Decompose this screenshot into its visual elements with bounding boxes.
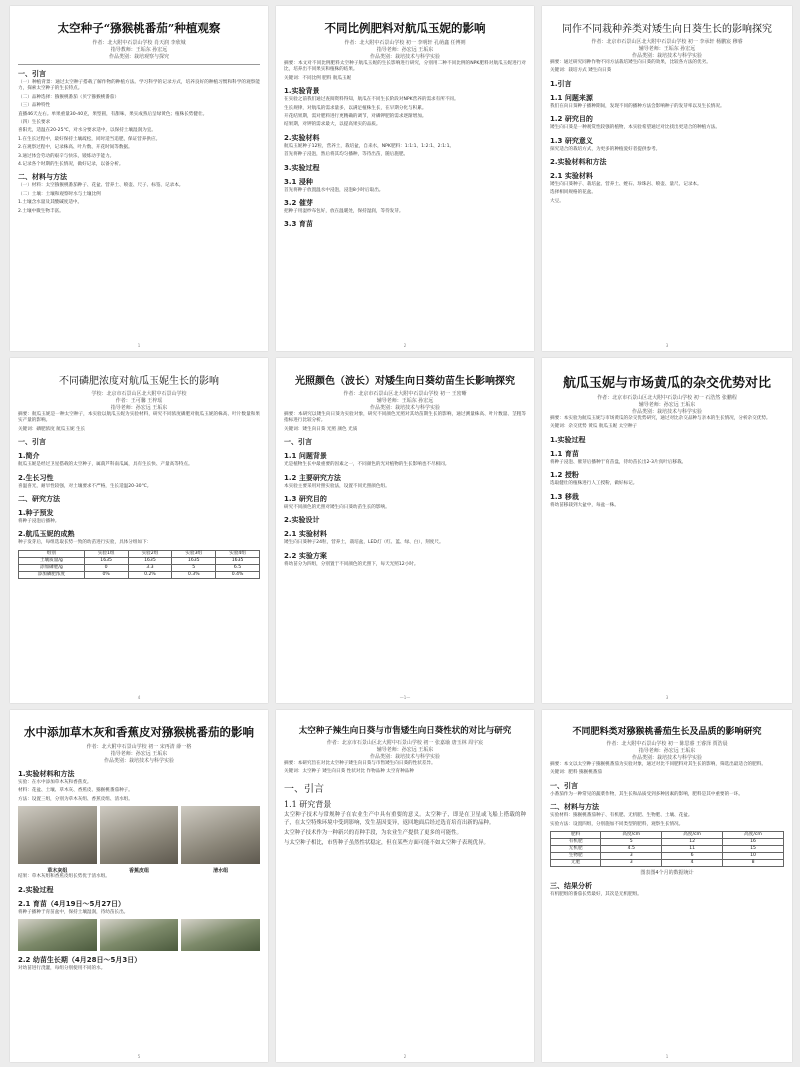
- subsection-heading: 1.1 育苗: [550, 449, 579, 458]
- section-heading: 一、引言: [284, 438, 312, 447]
- photo-caption: 草木灰组: [47, 868, 68, 875]
- plant-photo: [181, 919, 260, 951]
- table-header: 实验4组: [216, 550, 260, 557]
- paragraph: （三）品种特性: [18, 103, 51, 109]
- page-title: 不同比例肥料对航瓜玉妮的影响: [324, 21, 486, 35]
- paragraph: 1.在生长过程中，最好保持土壤疏松，同时适当追肥，保证营养供应。: [18, 136, 161, 142]
- author-line: 作者：北大附中石景山学校 肖天润 李欣城: [92, 40, 186, 46]
- plant-photo: [18, 919, 97, 951]
- paragraph: 选择相同规格的花盆。: [550, 190, 596, 196]
- table-cell: 0: [84, 564, 128, 571]
- table-cell: 添加磷肥/g: [19, 564, 85, 571]
- section-heading: 二、材料与方法: [18, 173, 67, 182]
- section-heading: 2.实验材料和方法: [550, 158, 607, 167]
- paragraph: 航瓜玉妮种子12粒，营养土，栽培盆，自来水，NPK肥料：1:1:1、1:2:1、2:1:1。: [284, 143, 455, 149]
- document-page-6: [542, 358, 792, 703]
- data-table: [18, 550, 260, 579]
- paragraph: 4.记录各个时期的生长情况，做好记录，以备分析。: [18, 162, 124, 168]
- table-header: 实验1组: [84, 550, 128, 557]
- table-cell: 生物肥: [551, 853, 601, 860]
- paragraph: 太空种子技术作为一种新兴的育种手段，为农业生产提供了更多的可能性。: [284, 829, 462, 836]
- page-title: 光照颜色（波长）对矮生向日葵幼苗生长影响探究: [295, 376, 515, 387]
- section-heading: 1.实验背景: [284, 87, 320, 96]
- table-cell: 添加磷肥浓度: [19, 571, 85, 578]
- paragraph: 材料：花盆、土壤、草木灰、香蕉皮、猕猴桃番茄种子。: [18, 788, 133, 794]
- subsection-heading: 1.2 授粉: [550, 471, 579, 480]
- advisor-line: 指导老师：孙宏远 王垢东: [376, 47, 434, 53]
- subsection-heading: 2.1 育苗（4月19日～5月27日）: [18, 899, 126, 908]
- table-cell: 6: [662, 853, 723, 860]
- table-cell: 无机肥: [551, 846, 601, 853]
- paragraph: 太空种子技术与常规种子在农业生产中具有重要的意义。太空种子，即是在卫星或飞船上搭载的种子，在太空特殊环境中受到影响，发生基因变异，返回地面后经过选育培育出新的品种。: [284, 811, 526, 826]
- subsection-heading: 2.1 实验材料: [550, 172, 593, 181]
- table-cell: 3.3: [128, 564, 172, 571]
- paragraph: 实验：在水中添加草木灰和香蕉皮。: [18, 780, 92, 785]
- page-number: 4: [137, 695, 141, 700]
- advisor-line: 辅导老师：孙宏远 王垢东: [376, 747, 434, 753]
- category-line: 作品类别：栽培技术与科学实验: [631, 53, 702, 59]
- keywords: 关键词：不同比例 肥料 航瓜玉妮: [284, 75, 352, 81]
- paragraph: 光是植物生长中最重要的因素之一，不同颜色的光对植物的生长影响也不尽相同。: [284, 462, 450, 468]
- page-title: 同作不同栽种养类对矮生向日葵生长的影响探究: [562, 24, 772, 35]
- section-heading: 一、引言: [284, 783, 324, 795]
- table-row: [19, 564, 260, 571]
- paragraph: 3.通过体会劳动的艰辛与快乐，锻炼动手能力。: [18, 153, 115, 159]
- table-row: [19, 557, 260, 564]
- table-header: 高度/cm: [662, 832, 723, 839]
- table-row: [551, 839, 784, 846]
- abstract: 摘要：本研究旨在对比太空种子矮生向日葵与市售矮生向日葵的性状差异。: [284, 761, 436, 766]
- keywords: 关键词：杂交优势 黄瓜 航瓜玉妮 太空种子: [550, 424, 638, 430]
- page-number: 1: [665, 1054, 669, 1059]
- page-number: 5: [137, 1054, 141, 1059]
- abstract: 摘要：本研究以矮生向日葵为实验对象，研究不同颜色光照对其幼苗期生长的影响，通过测量株高、叶片数量、茎粗等指标进行比较分析。: [284, 412, 526, 424]
- table-cell: 0.2%: [128, 571, 172, 578]
- document-page-2: [276, 6, 534, 351]
- subsection-heading: 1.2 研究目的: [550, 115, 593, 124]
- paragraph: 小番茄作为一种常见的蔬菜作物，其生长和品质受到多种因素的影响，肥料是其中重要的一环。: [550, 791, 743, 797]
- table-cell: 8: [723, 860, 784, 867]
- page-title: 不同磷肥浓度对航瓜玉妮生长的影响: [59, 376, 219, 387]
- category-line: 作品类别：栽培技术与科学实验: [369, 754, 440, 760]
- photo-caption: 清水组: [213, 868, 229, 875]
- paragraph: （一）种植背景：通过太空种子搭载了解作物的种植方法。学习科学的记录方式，培养良好的种植习惯和科学的观察能力，探索太空种子的生长特点。: [18, 80, 260, 92]
- category-line: 作品类别：栽培观察与探究: [108, 54, 169, 60]
- paragraph: 矮生向日葵种子、栽培盆、营养土、蛭石、珍珠岩、喷壶、量尺、记录本。: [550, 182, 702, 188]
- section-heading: 1.实验过程: [550, 435, 586, 444]
- paragraph: 将幼苗分为四组，分别置于不同颜色的光照下，每天光照12小时。: [284, 561, 419, 567]
- subsection-heading: 1.3 移栽: [550, 492, 579, 501]
- paragraph: 选取健壮的植株进行人工授粉，做好标记。: [550, 481, 638, 487]
- paragraph: 2.土壤中微生物丰富。: [18, 208, 64, 214]
- subsection-heading: 1.3 研究意义: [550, 136, 593, 145]
- subsection-heading: 1.2 主要研究方法: [284, 473, 341, 482]
- document-page-7: [10, 710, 268, 1062]
- paragraph: 喜阳光，适温在20-25℃，对水分要求适中，以保持土壤湿润为宜。: [18, 128, 156, 134]
- paragraph: 方法：设置三组，分别为草木灰组、香蕉皮组、清水组。: [18, 796, 133, 802]
- section-heading: 一、引言: [18, 438, 46, 447]
- category-line: 作品类别：栽培技术与科学实验: [631, 755, 702, 761]
- table-row: [551, 846, 784, 853]
- author-line: 作者：北京市石景山区北大附中石景山学校 初一 石浩然 张鹏程: [597, 395, 737, 401]
- page-number: 3: [665, 695, 669, 700]
- page-title: 水中添加草木灰和香蕉皮对猕猴桃番茄的影响: [24, 725, 254, 739]
- document-page-5: [276, 358, 534, 703]
- page-title: 太空种子辣生向日葵与市售矮生向日葵性状的对比与研究: [298, 726, 512, 736]
- subsection-heading: 1.简介: [18, 452, 40, 461]
- paragraph: 种子发芽后，每组选取长势一致的幼苗进行实验，具体分组如下：: [18, 540, 152, 546]
- paragraph: 直播46天左右。单果重量30-40克，果型圆，有甜味，果实成熟后呈绿黄色；植株长势健壮。: [18, 111, 208, 117]
- paragraph: 将种子浸泡后播种。: [18, 519, 60, 525]
- table-cell: 1635: [128, 557, 172, 564]
- page-title: 太空种子“猕猴桃番茄”种植观察: [57, 21, 221, 35]
- advisor-line: 辅导老师：王垢东 孙宏远: [638, 46, 696, 52]
- table-cell: 15: [723, 846, 784, 853]
- table-cell: 3: [601, 860, 662, 867]
- table-cell: 6.5: [216, 564, 260, 571]
- subsection-heading: 1.1 问题来源: [550, 93, 593, 102]
- section-heading: 1.实验材料和方法: [18, 770, 75, 778]
- page-number: —1—: [399, 695, 411, 700]
- table-header: 高度/cm: [601, 832, 662, 839]
- document-page-3: [542, 6, 792, 351]
- section-heading: 三、结果分析: [550, 882, 592, 891]
- table-cell: 4.5: [601, 846, 662, 853]
- page-number: 2: [403, 1054, 407, 1059]
- paragraph: 研究不同颜色的光照对矮生向日葵幼苗生长的影响。: [284, 505, 390, 511]
- paragraph: 有机肥组的番茄长势最好，其次是无机肥组。: [550, 892, 642, 898]
- table-row: [19, 571, 260, 578]
- paragraph: （四）生长要求: [18, 120, 51, 126]
- section-heading: 3.实验过程: [284, 163, 320, 172]
- paragraph: 将种子播种于育苗盆中，保持土壤湿润，待幼苗长出。: [18, 909, 129, 915]
- author-line: 作者：北京市石景山区北大附中石景山学校 初一 张嘉瑜 唐玉林 周宇宸: [326, 740, 484, 746]
- subsection-heading: 2.生长习性: [18, 473, 54, 482]
- abstract: 摘要：本实验为航瓜玉妮与市场黄瓜的杂交优势研究，通过对比杂交品种与亲本的生长情况，分析杂交优势。: [550, 416, 771, 421]
- paragraph: 大豆。: [550, 198, 564, 204]
- table-caption: 图表图4个月的数据统计: [640, 870, 694, 877]
- table-header: 组别: [19, 550, 85, 557]
- advisor-line: 辅导老师：王垢东 孙宏远: [376, 398, 434, 404]
- author-line: 作者：北大附中石景山学校 初一 陈思睿 王睿泽 贾浩晨: [606, 741, 728, 747]
- divider: [18, 64, 260, 65]
- subsection-heading: 1.3 研究目的: [284, 495, 327, 504]
- paragraph: 生长规律，对航瓜的需求量多，以满足植株生长，在早期分化与积累。: [284, 105, 427, 111]
- table-header: 实验3组: [172, 550, 216, 557]
- paragraph: 开花结果期，需对肥料进行更精确的调节，对磷钾肥的需求逐渐增加。: [284, 114, 427, 120]
- author-line: 作者：北大附中石景山学校 初一 李明轩 孔萌鑫 任博则: [344, 40, 466, 46]
- abstract: 摘要：本文对不同比例肥料太空种子航瓜玉妮的生长影响进行研究，分别用二种不同比例的NPK肥料对航瓜玉妮进行对比，培养出不同果实和植株的结果。: [284, 61, 526, 73]
- paragraph: 喜温喜光，耐旱性较强，对土壤要求不严格，生长适温20-30℃。: [18, 483, 152, 489]
- paragraph: 2.在观察过程中，记录株高、叶片数、开花时间等数据。: [18, 145, 133, 151]
- table-row: [551, 853, 784, 860]
- table-cell: 3: [601, 853, 662, 860]
- subsection-heading: 2.1 实验材料: [284, 530, 327, 539]
- section-heading: 二、研究方法: [18, 495, 60, 504]
- table-cell: 10: [723, 853, 784, 860]
- subsection-heading: 1.1 研究背景: [284, 799, 332, 809]
- paragraph: 将种子浸泡、催芽后播种于育苗盘，待幼苗长出2-3片真叶后移栽。: [550, 459, 687, 465]
- table-cell: 0.4%: [216, 571, 260, 578]
- paragraph: 将幼苗移栽到大盆中，每盆一株。: [550, 502, 619, 508]
- photo-row: [18, 806, 260, 864]
- category-line: 作品类别：栽培技术与科学实验: [369, 54, 440, 60]
- table-row: [551, 860, 784, 867]
- data-table: [550, 831, 784, 867]
- document-page-9: [542, 710, 792, 1062]
- plant-photo: [100, 806, 179, 864]
- table-header: 高度/cm: [723, 832, 784, 839]
- table-cell: 11: [662, 846, 723, 853]
- paragraph: 首先将种子放置温水中浸泡，浸泡8小时后取出。: [284, 187, 384, 193]
- subsection-heading: 3.2 催芽: [284, 199, 313, 208]
- page-number: 3: [665, 343, 669, 348]
- paragraph: （二）品种选择：猕猴桃番茄（贝宁猕猴桃番茄）: [18, 94, 120, 100]
- paragraph: 我们在向日葵种子播种期间，发现不同的播种方法会影响种子的发芽率以及生长情况。: [550, 103, 725, 109]
- keywords: 关键词：矮生向日葵 光照 颜色 光质: [284, 426, 358, 432]
- table-cell: 0.3%: [172, 571, 216, 578]
- section-heading: 一、引言: [550, 781, 578, 790]
- category-line: 作品类别：栽培技术与科学实验: [631, 409, 702, 415]
- keywords: 关键词：太空种子 矮生向日葵 性状对比 作物品种 太空育种品种: [284, 769, 414, 775]
- advisor-line: 指导教师：王垢东 孙宏远: [110, 47, 168, 53]
- paragraph: 对幼苗进行浇灌，每组分别使用不同的水。: [18, 966, 106, 972]
- page-title: 不同肥料类对猕猴桃番茄生长及品质的影响研究: [572, 727, 762, 737]
- table-header: 肥料: [551, 832, 601, 839]
- table-cell: 1635: [216, 557, 260, 564]
- author-line: 作者：北大附中石景山学校 初一 宋再清 薛一格: [86, 744, 192, 750]
- author-line: 作者：北京市石景山区北大附中石景山学校 初一 王密晰: [343, 391, 467, 397]
- plant-photo: [18, 806, 97, 864]
- page-title: 航瓜玉妮与市场黄瓜的杂交优势对比: [562, 376, 771, 391]
- advisor-line: 指导老师：孙宏远 王垢东: [110, 751, 168, 757]
- document-page-1: [10, 6, 268, 351]
- paragraph: 探究适合的栽培方式，为更多的种植爱好者提供参考。: [550, 146, 661, 152]
- table-cell: 12: [662, 839, 723, 846]
- table-cell: 有机肥: [551, 839, 601, 846]
- paragraph: 矮生向日葵是一种观赏性较强的植物，本实验希望通过对比找出更适合的种植方法。: [550, 125, 720, 131]
- paragraph: 结果期，对钾的需求最大，以提高果实的品质。: [284, 122, 381, 128]
- paragraph: 矮生向日葵种子24粒，营养土，栽培盆，LED灯（红、蓝、绿、白），刻度尺。: [284, 540, 444, 546]
- table-cell: 0%: [84, 571, 128, 578]
- table-cell: 1635: [172, 557, 216, 564]
- document-page-8: [276, 710, 534, 1062]
- subsection-heading: 1.种子预发: [18, 509, 54, 518]
- subsection-heading: 2.航瓜玉妮的成熟: [18, 530, 75, 539]
- table-cell: 5: [601, 839, 662, 846]
- table-header: 实验2组: [128, 550, 172, 557]
- photo-caption: 香蕉皮组: [129, 868, 150, 875]
- document-page-4: [10, 358, 268, 703]
- page-number: 2: [403, 343, 407, 348]
- section-heading: 2.实验材料: [284, 133, 320, 142]
- subsection-heading: 2.2 幼苗生长期（4月28日～5月3日）: [18, 956, 142, 965]
- keywords: 关键词：栽培方式 矮生向日葵: [550, 68, 612, 74]
- abstract: 摘要：本文以太空种子猕猴桃番茄为实验对象，通过对比不同肥料对其生长的影响，筛选出最适合的肥料。: [550, 762, 766, 767]
- plant-photo: [181, 806, 260, 864]
- table-cell: 5: [172, 564, 216, 571]
- section-heading: 2.实验过程: [18, 885, 54, 894]
- subsection-heading: 3.1 浸种: [284, 177, 313, 186]
- abstract: 摘要：通过研究同种作物不同方法栽培矮生向日葵的效果，比较各方法的优劣。: [550, 60, 711, 65]
- subsection-heading: 3.3 育苗: [284, 220, 313, 229]
- table-cell: 4: [662, 860, 723, 867]
- paragraph: 首先将种子浸泡，然后将其均匀播种，等待出苗，随后施肥。: [284, 152, 409, 158]
- paragraph: 结果：草木灰组和香蕉皮组长势优于清水组。: [18, 874, 110, 880]
- plant-photo: [100, 919, 179, 951]
- section-heading: 2.实验设计: [284, 516, 320, 525]
- photo-row: [18, 919, 260, 951]
- category-line: 作品类别：栽培技术与科学实验: [369, 405, 440, 411]
- keywords: 关键词：磷肥浓度 航瓜玉妮 生长: [18, 426, 86, 432]
- author-line: 作者：王可馨 王梓瑶: [115, 398, 163, 404]
- table-cell: 无肥: [551, 860, 601, 867]
- paragraph: 与太空种子相比，市售种子虽然性状稳定，但在某些方面可能不如太空种子表现优异。: [284, 839, 489, 846]
- keywords: 关键词：肥料 猕猴桃番茄: [550, 770, 602, 776]
- paragraph: （二）土壤：土壤和观察时水与土壤比例: [18, 191, 101, 197]
- table-cell: 16: [723, 839, 784, 846]
- paragraph: 实验材料：猕猴桃番茄种子、有机肥、无机肥、生物肥、土壤、花盆。: [550, 813, 693, 819]
- paragraph: 实验方法：设置四组，分别施加不同类型的肥料，观察生长情况。: [550, 821, 684, 827]
- paragraph: 在实验之前我们通过查阅资料得知，航瓜在不同生长阶段对NPK营养的需求有所不同。: [284, 97, 459, 103]
- school-line: 学校：北京市石景山区北大附中石景山学校: [91, 391, 187, 397]
- paragraph: 1.土壤含水量及其酸碱度适中。: [18, 200, 83, 206]
- section-heading: 一、引言: [18, 70, 46, 78]
- author-line: 作者：北京市石景山区北大附中石景山学校 初一 李承轩 杨鹏宸 穆睿: [591, 39, 743, 45]
- paragraph: 航瓜玉妮是经过卫星搭载的太空种子，属葫芦科南瓜属，具有生长快、产量高等特点。: [18, 462, 193, 468]
- category-line: 作品类别：栽培技术与科学实验: [103, 758, 174, 764]
- section-heading: 二、材料与方法: [550, 803, 599, 812]
- paragraph: 把种子用湿纱布包好，放在温暖处，保持湿润，等待发芽。: [284, 209, 404, 215]
- abstract: 摘要：航瓜玉妮是一种太空种子，本实验以航瓜玉妮为实验材料，研究不同浓度磷肥对航瓜玉妮的株高、叶片数量和果实产量的影响。: [18, 412, 260, 424]
- subsection-heading: 2.2 实验方案: [284, 551, 327, 560]
- advisor-line: 指导老师：孙宏远 王垢东: [110, 405, 168, 411]
- paragraph: （一）材料：太空猕猴桃番茄种子、花盆、营养土、喷壶、尺子、标签、记录本。: [18, 183, 184, 189]
- table-cell: 土壤质量/g: [19, 557, 85, 564]
- page-number: 1: [137, 343, 141, 348]
- advisor-line: 辅导老师：孙宏远 王垢东: [638, 402, 696, 408]
- table-cell: 1635: [84, 557, 128, 564]
- advisor-line: 指导老师：孙宏远 王垢东: [638, 748, 696, 754]
- subsection-heading: 1.1 问题背景: [284, 452, 327, 461]
- paragraph: 本实验主要采用对照实验法，设置不同光照颜色组。: [284, 483, 390, 489]
- section-heading: 1.引言: [550, 79, 572, 88]
